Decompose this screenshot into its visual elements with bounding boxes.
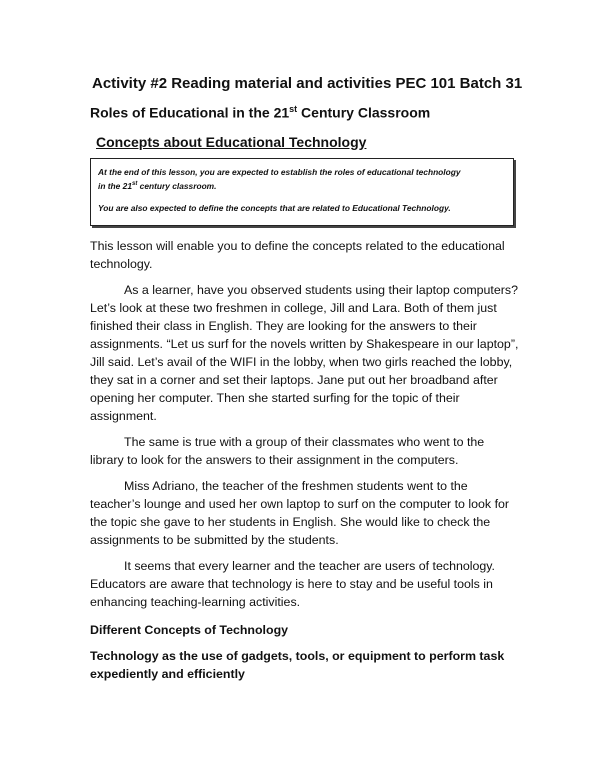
paragraph-2-line: As a learner, have you observed students using their laptop computers?: [124, 283, 518, 297]
paragraph-2-line: they sat in a corner and set their laptops. Jane put out her broadband after: [90, 373, 498, 387]
subheading-technology-line: expediently and efficiently: [90, 667, 245, 681]
paragraph-3-line: The same is true with a group of their classmates who went to the: [124, 435, 485, 449]
paragraph-2-line: finished their class in English. They are looking for the answers to their: [90, 319, 477, 333]
paragraph-5-line: It seems that every learner and the teacher are users of technology.: [124, 559, 496, 573]
paragraph-2-line: assignments. “Let us surf for the novels written by Shakespeare in our laptop”,: [90, 337, 519, 351]
lesson-title-sup: st: [289, 104, 298, 114]
paragraph-2-line: assignment.: [90, 409, 157, 423]
objectives-box: [90, 158, 514, 226]
objective-line-2-pre: in the 21: [98, 180, 132, 191]
paragraph-3-line: library to look for the answers to their assignment in the computers.: [90, 453, 459, 467]
objective-line-2: [98, 178, 216, 192]
paragraph-4-line: Miss Adriano, the teacher of the freshmen students went to the: [124, 479, 468, 493]
subheading-concepts: Different Concepts of Technology: [90, 623, 289, 637]
paragraph-2-line: Jill said. Let’s avail of the WIFI in the lobby, when two girls reached the lobby,: [90, 355, 513, 369]
paragraph-1-line: technology.: [90, 257, 153, 271]
lesson-title-post: Century Classroom: [297, 104, 431, 121]
paragraph-5-line: Educators are aware that technology is here to stay and be useful tools in: [90, 577, 493, 591]
subheading-technology-line: Technology as the use of gadgets, tools, or equipment to perform task: [90, 649, 505, 663]
paragraph-2-line: Let’s look at these two freshmen in college, Jill and Lara. Both of them just: [90, 301, 497, 315]
lesson-title: [90, 104, 430, 121]
paragraph-4-line: the topic she gave to her students in English. She would like to check the: [90, 515, 491, 529]
lesson-title-pre: Roles of Educational in the 21: [90, 104, 290, 121]
paragraph-4-line: teacher’s lounge and used her own laptop to surf on the computer to look for: [90, 497, 510, 511]
objective-line-1: At the end of this lesson, you are expected to establish the roles of educational technology: [98, 167, 461, 177]
paragraph-2-line: opening her computer. Then she started surfing for the topic of their: [90, 391, 460, 405]
objective-line-3: You are also expected to define the concepts that are related to Educational Technology.: [98, 203, 451, 213]
paragraph-1-line: This lesson will enable you to define the concepts related to the educational: [90, 239, 505, 253]
paragraph-4-line: assignments to be submitted by the students.: [90, 533, 339, 547]
document-title: Activity #2 Reading material and activities PEC 101 Batch 31: [92, 75, 523, 92]
section-heading: Concepts about Educational Technology: [96, 134, 367, 150]
objective-line-2-post: century classroom.: [137, 180, 217, 191]
paragraph-5-line: enhancing teaching-learning activities.: [90, 595, 301, 609]
objective-line-2-sup: st: [131, 181, 138, 187]
